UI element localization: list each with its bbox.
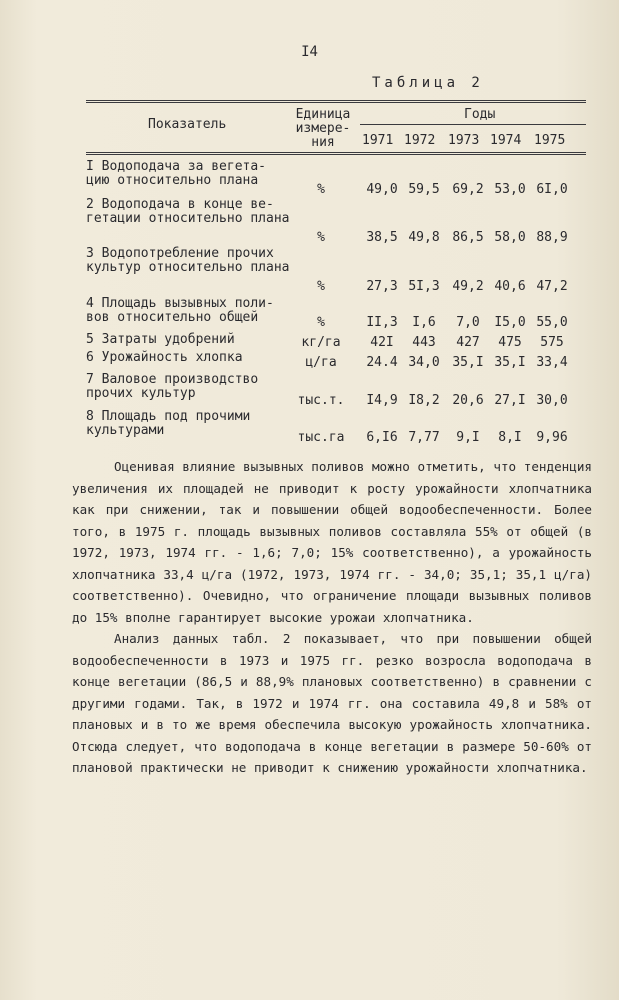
row-value: 69,2 xyxy=(452,182,484,197)
row-unit: тыс.га xyxy=(297,430,345,445)
row-value: 575 xyxy=(540,335,564,350)
row-value: 475 xyxy=(498,335,522,350)
header-years-group: Годы xyxy=(464,107,496,122)
paragraph-2: Анализ данных табл. 2 показывает, что при повышении общей водообеспеченности в 1973 и 1975 гг. резко возросла водоподача в конце вегетации (86,5 и 88,9% плановых соответственно) в сравнении с другими годами. Так, в 1972 и 1974 гг. она составила 49,8 и 58% от плановых и в то же время обеспечила высокую урожайность хлопчатника. Отсюда следует, что водоподача в конце вегетации в размере 50-60% от плановой практически не приводит к снижению урожайности хлопчатника. xyxy=(72,631,592,775)
row-value: 30,0 xyxy=(536,393,568,408)
header-year-1972: 1972 xyxy=(404,133,436,148)
row-value: 427 xyxy=(456,335,480,350)
row-value: 49,8 xyxy=(408,230,440,245)
row-value: 47,2 xyxy=(536,279,568,294)
table-top-rule xyxy=(86,100,586,103)
row-value: 9,96 xyxy=(536,430,568,445)
row-value: 59,5 xyxy=(408,182,440,197)
row-label: 4 Площадь вызывных поли- вов относительно общей xyxy=(86,296,274,325)
row-label: 2 Водоподача в конце ве- гетации относительно плана xyxy=(86,197,290,226)
row-value: 88,9 xyxy=(536,230,568,245)
header-year-1973: 1973 xyxy=(448,133,480,148)
header-bottom-rule xyxy=(86,152,586,155)
row-unit: % xyxy=(317,230,325,245)
header-unit-line2: измере- xyxy=(295,121,351,136)
row-value: 49,2 xyxy=(452,279,484,294)
row-unit: кг/га xyxy=(301,335,341,350)
header-year-1971: 1971 xyxy=(362,133,394,148)
header-year-1974: 1974 xyxy=(490,133,522,148)
body-text xyxy=(72,456,592,779)
row-value: I,6 xyxy=(412,315,436,330)
years-rule xyxy=(360,124,586,125)
row-value: II,3 xyxy=(366,315,398,330)
row-value: 443 xyxy=(412,335,436,350)
header-year-1975: 1975 xyxy=(534,133,566,148)
page-number: I4 xyxy=(301,44,318,60)
row-value: 27,3 xyxy=(366,279,398,294)
row-value: 27,I xyxy=(494,393,526,408)
row-value: 58,0 xyxy=(494,230,526,245)
row-label: 5 Затраты удобрений xyxy=(86,332,235,347)
row-value: I8,2 xyxy=(408,393,440,408)
row-unit: % xyxy=(317,315,325,330)
row-value: 6,I6 xyxy=(366,430,398,445)
header-indicator: Показатель xyxy=(148,117,227,132)
row-value: 7,77 xyxy=(408,430,440,445)
row-label: 8 Площадь под прочими культурами xyxy=(86,409,251,438)
row-value: 49,0 xyxy=(366,182,398,197)
table-caption: Таблица 2 xyxy=(372,75,484,91)
row-value: 86,5 xyxy=(452,230,484,245)
row-unit: % xyxy=(317,182,325,197)
row-value: 9,I xyxy=(456,430,480,445)
row-value: I5,0 xyxy=(494,315,526,330)
row-value: 20,6 xyxy=(452,393,484,408)
header-unit-line1: Единица xyxy=(295,107,351,122)
row-value: 5I,3 xyxy=(408,279,440,294)
row-value: 38,5 xyxy=(366,230,398,245)
row-value: 34,0 xyxy=(408,355,440,370)
row-label: 3 Водопотребление прочих культур относительно плана xyxy=(86,246,290,275)
row-unit: тыс.т. xyxy=(297,393,345,408)
row-value: 24.4 xyxy=(366,355,398,370)
row-value: 6I,0 xyxy=(536,182,568,197)
row-value: 35,I xyxy=(452,355,484,370)
row-value: 53,0 xyxy=(494,182,526,197)
row-value: 7,0 xyxy=(456,315,480,330)
row-value: 33,4 xyxy=(536,355,568,370)
row-unit: ц/га xyxy=(305,355,337,370)
header-unit-line3: ния xyxy=(311,135,335,150)
row-value: I4,9 xyxy=(366,393,398,408)
row-value: 42I xyxy=(370,335,394,350)
row-value: 55,0 xyxy=(536,315,568,330)
row-label: 7 Валовое производство прочих культур xyxy=(86,372,259,401)
row-value: 35,I xyxy=(494,355,526,370)
row-value: 40,6 xyxy=(494,279,526,294)
paragraph-1: Оценивая влияние вызывных поливов можно отметить, что тенденция увеличения их площадей не приводит к росту урожайности хлопчатника как при снижении, так и повышении общей водообеспеченности. Более того, в 1975 г. площадь вызывных поливов составляла 55% от общей (в 1972, 1973, 1974 гг. - 1,6; 7,0; 15% соответственно), а урожайность хлопчатника 33,4 ц/га (1972, 1973, 1974 гг. - 34,0; 35,1; 35,1 ц/га) соответственно). Очевидно, что ограничение площади вызывных поливов до 15% вполне гарантирует высокие урожаи хлопчатника. xyxy=(72,459,592,625)
row-value: 8,I xyxy=(498,430,522,445)
row-label: 6 Урожайность хлопка xyxy=(86,350,243,365)
row-unit: % xyxy=(317,279,325,294)
row-label: I Водоподача за вегета- цию относительно плана xyxy=(86,159,267,188)
